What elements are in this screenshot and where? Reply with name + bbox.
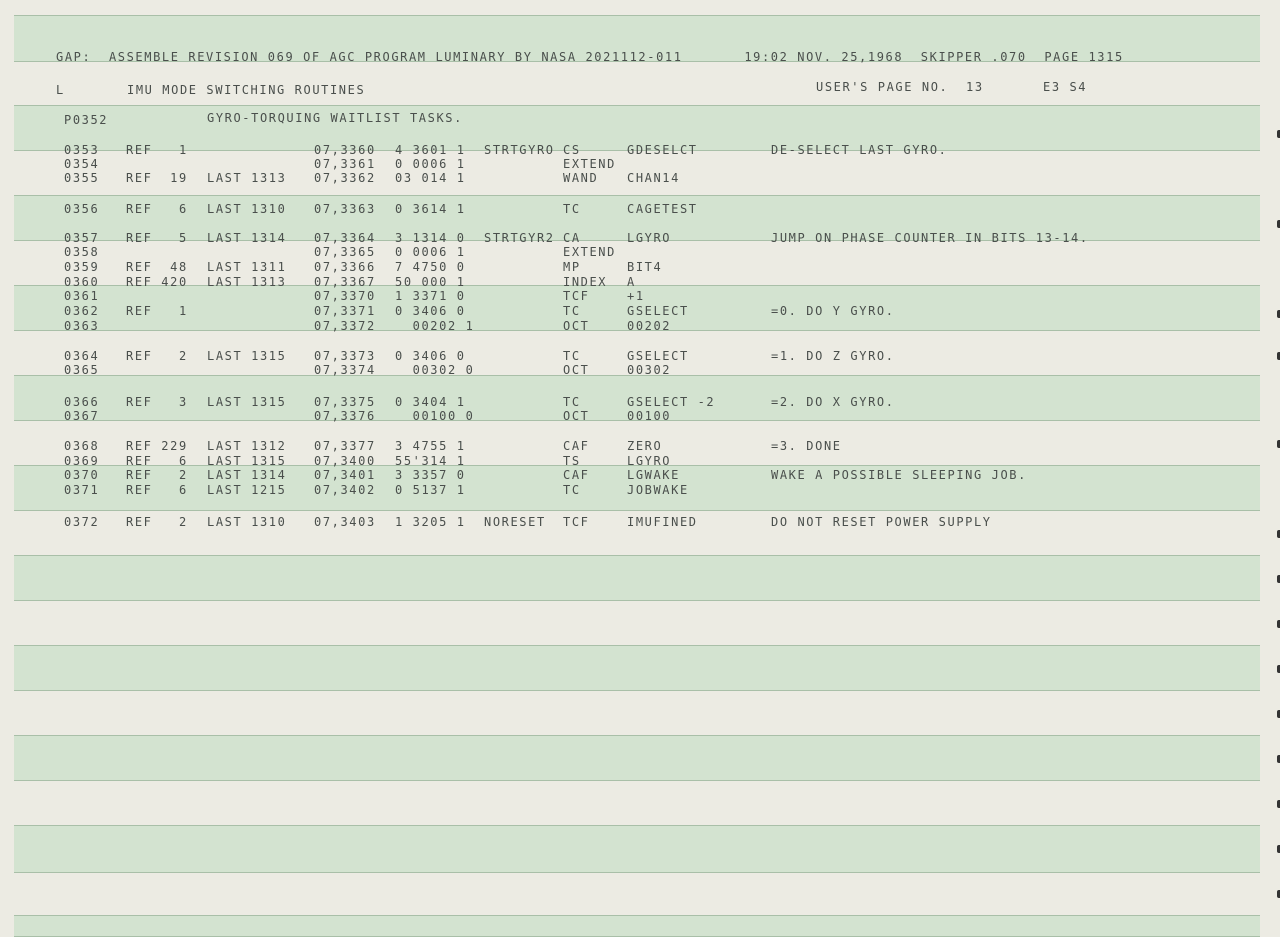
row-operand: 00100 <box>627 409 672 423</box>
row-op: TC <box>563 304 581 318</box>
row-op: CAF <box>563 439 590 453</box>
row-op: CA <box>563 231 581 245</box>
row-addr: 07,3364 <box>314 231 376 245</box>
row-addr: 07,3365 <box>314 245 376 259</box>
page-title: IMU MODE SWITCHING ROUTINES <box>127 83 366 97</box>
row-op: EXTEND <box>563 157 616 171</box>
row-last: LAST 1314 <box>207 231 287 245</box>
row-ref: REF 6 <box>126 483 188 497</box>
row-op: OCT <box>563 363 590 377</box>
row-num: 0360 <box>64 275 100 289</box>
row-op: TCF <box>563 515 590 529</box>
row-last: LAST 1310 <box>207 515 287 529</box>
row-comment: WAKE A POSSIBLE SLEEPING JOB. <box>771 468 1027 482</box>
row-comment: =1. DO Z GYRO. <box>771 349 895 363</box>
row-last: LAST 1311 <box>207 260 287 274</box>
row-addr: 07,3401 <box>314 468 376 482</box>
row-ref: REF 2 <box>126 349 188 363</box>
row-operand: LGYRO <box>627 231 672 245</box>
row-word: 0 0006 1 <box>395 157 466 171</box>
row-op: TC <box>563 202 581 216</box>
row-num: 0372 <box>64 515 100 529</box>
row-operand: 00202 <box>627 319 672 333</box>
row-word: 1 3205 1 <box>395 515 466 529</box>
row-word: 0 3406 0 <box>395 304 466 318</box>
row-last: LAST 1215 <box>207 483 287 497</box>
row-op: TC <box>563 483 581 497</box>
row-word: 03 014 1 <box>395 171 466 185</box>
row-word: 00100 0 <box>395 409 475 423</box>
row-num: 0364 <box>64 349 100 363</box>
row-num: 0354 <box>64 157 100 171</box>
row-word: 3 3357 0 <box>395 468 466 482</box>
row-last: LAST 1315 <box>207 395 287 409</box>
greenbar-band <box>14 735 1260 781</box>
row-ref: REF 1 <box>126 304 188 318</box>
row-num: 0363 <box>64 319 100 333</box>
row-op: TC <box>563 349 581 363</box>
row-word: 0 0006 1 <box>395 245 466 259</box>
row-operand: GSELECT <box>627 304 689 318</box>
row-word: 55'314 1 <box>395 454 466 468</box>
page-code: E3 S4 <box>1043 80 1088 94</box>
row-operand: ZERO <box>627 439 663 453</box>
row-op: OCT <box>563 409 590 423</box>
row-num: 0367 <box>64 409 100 423</box>
section-title: GYRO-TORQUING WAITLIST TASKS. <box>207 111 463 125</box>
row-comment: DO NOT RESET POWER SUPPLY <box>771 515 992 529</box>
row-word: 00302 0 <box>395 363 475 377</box>
greenbar-band <box>14 825 1260 873</box>
row-addr: 07,3363 <box>314 202 376 216</box>
row-ref: REF 5 <box>126 231 188 245</box>
row-addr: 07,3367 <box>314 275 376 289</box>
row-comment: DE-SELECT LAST GYRO. <box>771 143 948 157</box>
row-operand: LGYRO <box>627 454 672 468</box>
row-num: 0369 <box>64 454 100 468</box>
row-last: LAST 1310 <box>207 202 287 216</box>
row-addr: 07,3372 <box>314 319 376 333</box>
row-addr: 07,3371 <box>314 304 376 318</box>
row-op: WAND <box>563 171 599 185</box>
row-operand: CHAN14 <box>627 171 680 185</box>
section-number: P0352 <box>64 113 109 127</box>
row-addr: 07,3366 <box>314 260 376 274</box>
header-line: GAP: ASSEMBLE REVISION 069 OF AGC PROGRAM LUMINARY BY NASA 2021112-011 19:02 NOV. 25,1968 SKIPPER .070 PAGE 1315 <box>56 50 1124 64</box>
row-operand: +1 <box>627 289 645 303</box>
row-last: LAST 1315 <box>207 454 287 468</box>
row-last: LAST 1314 <box>207 468 287 482</box>
row-comment: =2. DO X GYRO. <box>771 395 895 409</box>
row-op: EXTEND <box>563 245 616 259</box>
row-num: 0358 <box>64 245 100 259</box>
row-addr: 07,3362 <box>314 171 376 185</box>
greenbar-band <box>14 915 1260 937</box>
row-num: 0365 <box>64 363 100 377</box>
row-comment: JUMP ON PHASE COUNTER IN BITS 13-14. <box>771 231 1089 245</box>
row-word: 3 1314 0 <box>395 231 466 245</box>
row-ref: REF 420 <box>126 275 188 289</box>
row-word: 3 4755 1 <box>395 439 466 453</box>
row-ref: REF 6 <box>126 202 188 216</box>
row-comment: =0. DO Y GYRO. <box>771 304 895 318</box>
row-ref: REF 19 <box>126 171 188 185</box>
row-last: LAST 1313 <box>207 171 287 185</box>
row-operand: 00302 <box>627 363 672 377</box>
row-word: 00202 1 <box>395 319 475 333</box>
row-ref: REF 229 <box>126 439 188 453</box>
row-op: TS <box>563 454 581 468</box>
row-addr: 07,3400 <box>314 454 376 468</box>
row-word: 50 000 1 <box>395 275 466 289</box>
row-operand: GSELECT <box>627 349 689 363</box>
row-addr: 07,3376 <box>314 409 376 423</box>
row-addr: 07,3360 <box>314 143 376 157</box>
users-page-number: USER'S PAGE NO. 13 <box>816 80 984 94</box>
row-word: 4 3601 1 <box>395 143 466 157</box>
row-label: STRTGYRO <box>484 143 555 157</box>
row-num: 0370 <box>64 468 100 482</box>
row-operand: LGWAKE <box>627 468 680 482</box>
row-operand: BIT4 <box>627 260 663 274</box>
page-label: L <box>56 83 65 97</box>
row-last: LAST 1312 <box>207 439 287 453</box>
row-operand: JOBWAKE <box>627 483 689 497</box>
row-op: OCT <box>563 319 590 333</box>
row-ref: REF 6 <box>126 454 188 468</box>
row-word: 7 4750 0 <box>395 260 466 274</box>
row-operand: GSELECT -2 <box>627 395 716 409</box>
row-op: INDEX <box>563 275 608 289</box>
row-comment: =3. DONE <box>771 439 842 453</box>
row-addr: 07,3403 <box>314 515 376 529</box>
row-num: 0359 <box>64 260 100 274</box>
greenbar-band <box>14 645 1260 691</box>
row-operand: CAGETEST <box>627 202 698 216</box>
row-num: 0361 <box>64 289 100 303</box>
row-op: CS <box>563 143 581 157</box>
row-num: 0368 <box>64 439 100 453</box>
row-word: 0 3404 1 <box>395 395 466 409</box>
row-num: 0362 <box>64 304 100 318</box>
row-num: 0357 <box>64 231 100 245</box>
row-operand: GDESELCT <box>627 143 698 157</box>
row-addr: 07,3375 <box>314 395 376 409</box>
row-label: STRTGYR2 <box>484 231 555 245</box>
row-addr: 07,3370 <box>314 289 376 303</box>
row-num: 0355 <box>64 171 100 185</box>
row-op: TC <box>563 395 581 409</box>
row-ref: REF 3 <box>126 395 188 409</box>
row-op: CAF <box>563 468 590 482</box>
row-addr: 07,3373 <box>314 349 376 363</box>
row-operand: A <box>627 275 636 289</box>
row-last: LAST 1315 <box>207 349 287 363</box>
greenbar-band <box>14 555 1260 601</box>
row-addr: 07,3402 <box>314 483 376 497</box>
row-num: 0371 <box>64 483 100 497</box>
row-word: 0 5137 1 <box>395 483 466 497</box>
row-num: 0353 <box>64 143 100 157</box>
row-op: MP <box>563 260 581 274</box>
row-addr: 07,3374 <box>314 363 376 377</box>
row-addr: 07,3361 <box>314 157 376 171</box>
row-ref: REF 2 <box>126 515 188 529</box>
row-ref: REF 48 <box>126 260 188 274</box>
row-word: 0 3406 0 <box>395 349 466 363</box>
row-word: 1 3371 0 <box>395 289 466 303</box>
row-last: LAST 1313 <box>207 275 287 289</box>
row-operand: IMUFINED <box>627 515 698 529</box>
row-op: TCF <box>563 289 590 303</box>
row-num: 0366 <box>64 395 100 409</box>
row-addr: 07,3377 <box>314 439 376 453</box>
row-ref: REF 2 <box>126 468 188 482</box>
row-ref: REF 1 <box>126 143 188 157</box>
row-word: 0 3614 1 <box>395 202 466 216</box>
row-label: NORESET <box>484 515 546 529</box>
row-num: 0356 <box>64 202 100 216</box>
